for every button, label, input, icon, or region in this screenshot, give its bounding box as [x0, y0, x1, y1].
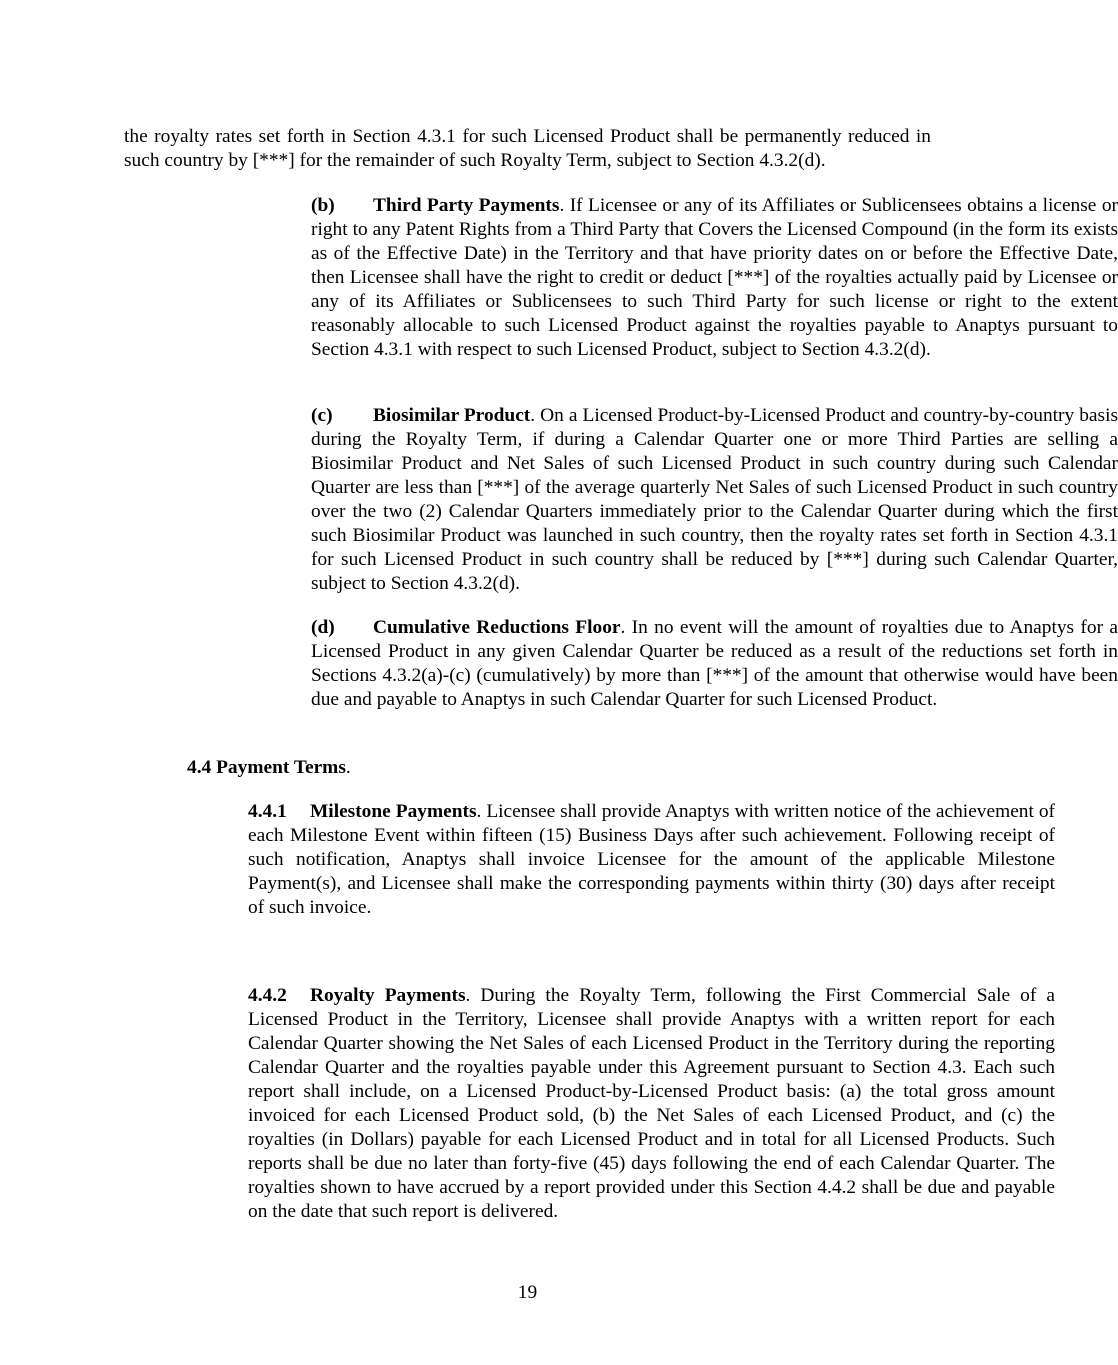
- page-number: 19: [517, 1282, 538, 1303]
- section-4-4-title: 4.4 Payment Terms: [187, 757, 346, 778]
- section-4-4-2-text: . During the Royalty Term, following the First Commercial Sale of a Licensed Product in the Territory, Licensee shall provide Anaptys with a written report for each Calendar Quarter showing the Net Sales of each Licensed Product in the Territory during the reporting Calendar Quarter and the royalties payable under this Agreement pursuant to Section 4.3. Each such report shall include, on a Licensed Product-by-Licensed Product basis: (a) the total gross amount invoiced for each Licensed Product sold, (b) the Net Sales of each Licensed Product, and (c) the royalties (in Dollars) payable for each Licensed Product and in total for all Licensed Products. Such reports shall be due no later than forty-five (45) days following the end of each Calendar Quarter. The royalties shown to have accrued by a report provided under this Section 4.4.2 shall be due and payable on the date that such report is delivered.: [248, 985, 1055, 1222]
- paragraph-c: [124, 404, 1118, 596]
- section-4-4-1-number: 4.4.1: [248, 801, 287, 822]
- paragraph-d-text: . In no event will the amount of royalties due to Anaptys for a Licensed Product in any given Calendar Quarter be reduced as a result of the reductions set forth in Sections 4.3.2(a)-(c) (cumulatively) by more than [***] of the amount that otherwise would have been due and payable to Anaptys in such Calendar Quarter for such Licensed Product.: [311, 617, 1118, 710]
- paragraph-c-heading: Biosimilar Product: [373, 405, 531, 426]
- continuation-paragraph: the royalty rates set forth in Section 4.3.1 for such Licensed Product shall be permanently reduced in such country by [***] for the remainder of such Royalty Term, subject to Section 4.3.2(d).: [124, 126, 931, 171]
- section-4-4-suffix: .: [345, 757, 351, 778]
- paragraph-b-text: . If Licensee or any of its Affiliates or Sublicensees obtains a license or right to any Patent Rights from a Third Party that Covers the Licensed Compound (in the form its exists as of the Effective Date) in the Territory and that have priority dates on or before the Effective Date, then Licensee shall have the right to credit or deduct [***] of the royalties actually paid by Licensee or any of its Affiliates or Sublicensees to such Third Party for such license or right to the extent reasonably allocable to such Licensed Product against the royalties payable to Anaptys pursuant to Section 4.3.1 with respect to such Licensed Product, subject to Section 4.3.2(d).: [311, 195, 1118, 360]
- paragraph-b-label: (b): [311, 195, 335, 216]
- paragraph-d-heading: Cumulative Reductions Floor: [373, 617, 621, 638]
- paragraph-c-text: . On a Licensed Product-by-Licensed Product and country-by-country basis during the Royalty Term, if during a Calendar Quarter one or more Third Parties are selling a Biosimilar Product and Net Sales of such Licensed Product in such country during such Calendar Quarter are less than [***] of the average quarterly Net Sales of such Licensed Product in such country over the two (2) Calendar Quarters immediately prior to the Calendar Quarter during which the first such Biosimilar Product was launched in such country, then the royalty rates set forth in Section 4.3.1 for such Licensed Product in such country shall be reduced by [***] during such Calendar Quarter, subject to Section 4.3.2(d).: [311, 405, 1118, 594]
- paragraph-c-label: (c): [311, 405, 333, 426]
- section-4-4-2-heading: Royalty Payments: [310, 985, 466, 1006]
- paragraph-b: [124, 194, 1118, 362]
- section-4-4-2: [124, 984, 1055, 1224]
- paragraph-d-label: (d): [311, 617, 335, 638]
- section-4-4-1: [124, 800, 1055, 920]
- paragraph-d: [124, 616, 1118, 712]
- section-4-4-1-text: . Licensee shall provide Anaptys with written notice of the achievement of each Milestone Event within fifteen (15) Business Days after such achievement. Following receipt of such notification, Anaptys shall invoice Licensee for the amount of the applicable Milestone Payment(s), and Licensee shall make the corresponding payments within thirty (30) days after receipt of such invoice.: [248, 801, 1055, 918]
- section-4-4-heading: [187, 756, 351, 780]
- paragraph-b-heading: Third Party Payments: [373, 195, 560, 216]
- section-4-4-2-number: 4.4.2: [248, 985, 287, 1006]
- section-4-4-1-heading: Milestone Payments: [310, 801, 477, 822]
